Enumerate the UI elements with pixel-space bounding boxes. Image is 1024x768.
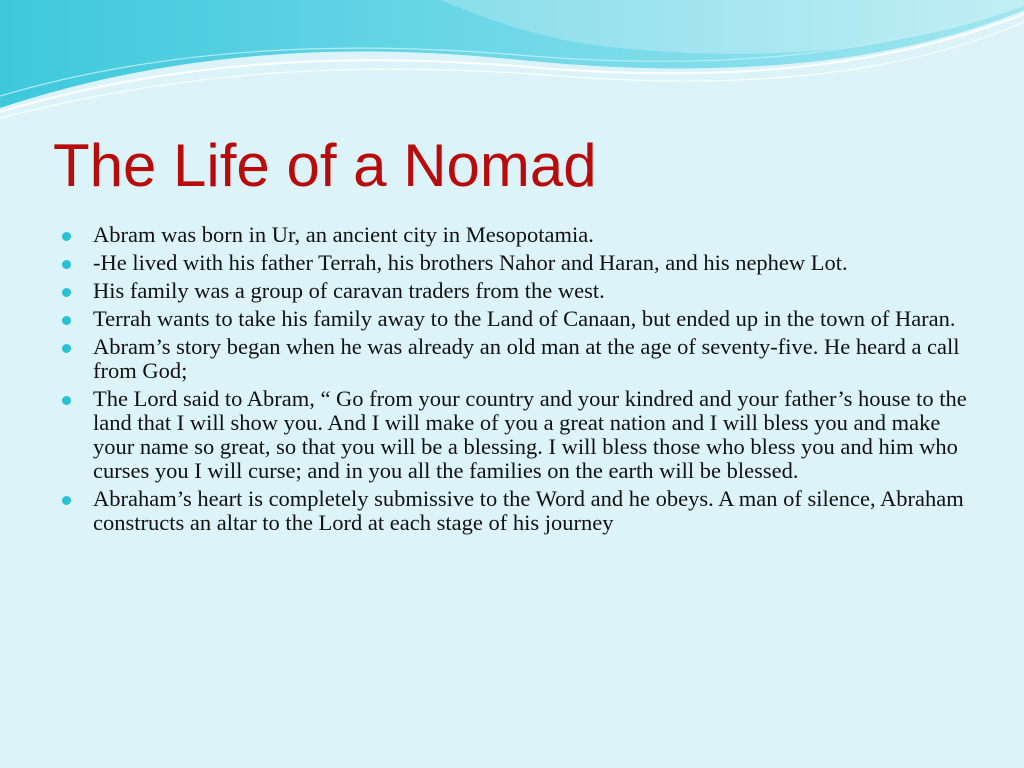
slide-title: The Life of a Nomad: [53, 132, 597, 199]
bullet-item: [62, 279, 972, 303]
bullet-item: [62, 223, 972, 247]
bullet-item: [62, 307, 972, 331]
bullet-dot-icon: [62, 288, 71, 297]
bullet-text: The Lord said to Abram, “ Go from your country and your kindred and your father’s house to the land that I will show you. And I will make of you a great nation and I will bless you and make your name so great, so that you will be a blessing. I will bless those who bless you and him who curses you I will curse; and in you all the families on the earth will be blessed.: [93, 386, 967, 483]
bullet-text: Abraham’s heart is completely submissive to the Word and he obeys. A man of silence, Abraham constructs an altar to the Lord at each stage of his journey: [93, 486, 964, 535]
bullet-dot-icon: [62, 344, 71, 353]
bullet-text: His family was a group of caravan traders from the west.: [93, 278, 605, 303]
bullet-text: Abram’s story began when he was already an old man at the age of seventy-five. He heard a call from God;: [93, 334, 960, 383]
bullet-text: Abram was born in Ur, an ancient city in Mesopotamia.: [93, 222, 594, 247]
bullet-dot-icon: [62, 396, 71, 405]
bullet-item: [62, 335, 972, 383]
decorative-wave-header: [0, 0, 1024, 130]
bullet-list: [62, 223, 972, 539]
bullet-dot-icon: [62, 232, 71, 241]
bullet-text: Terrah wants to take his family away to the Land of Canaan, but ended up in the town of Haran.: [93, 306, 956, 331]
bullet-dot-icon: [62, 316, 71, 325]
bullet-item: [62, 387, 972, 483]
bullet-item: [62, 487, 972, 535]
bullet-item: [62, 251, 972, 275]
bullet-dot-icon: [62, 496, 71, 505]
bullet-dot-icon: [62, 260, 71, 269]
bullet-text: -He lived with his father Terrah, his brothers Nahor and Haran, and his nephew Lot.: [93, 250, 848, 275]
